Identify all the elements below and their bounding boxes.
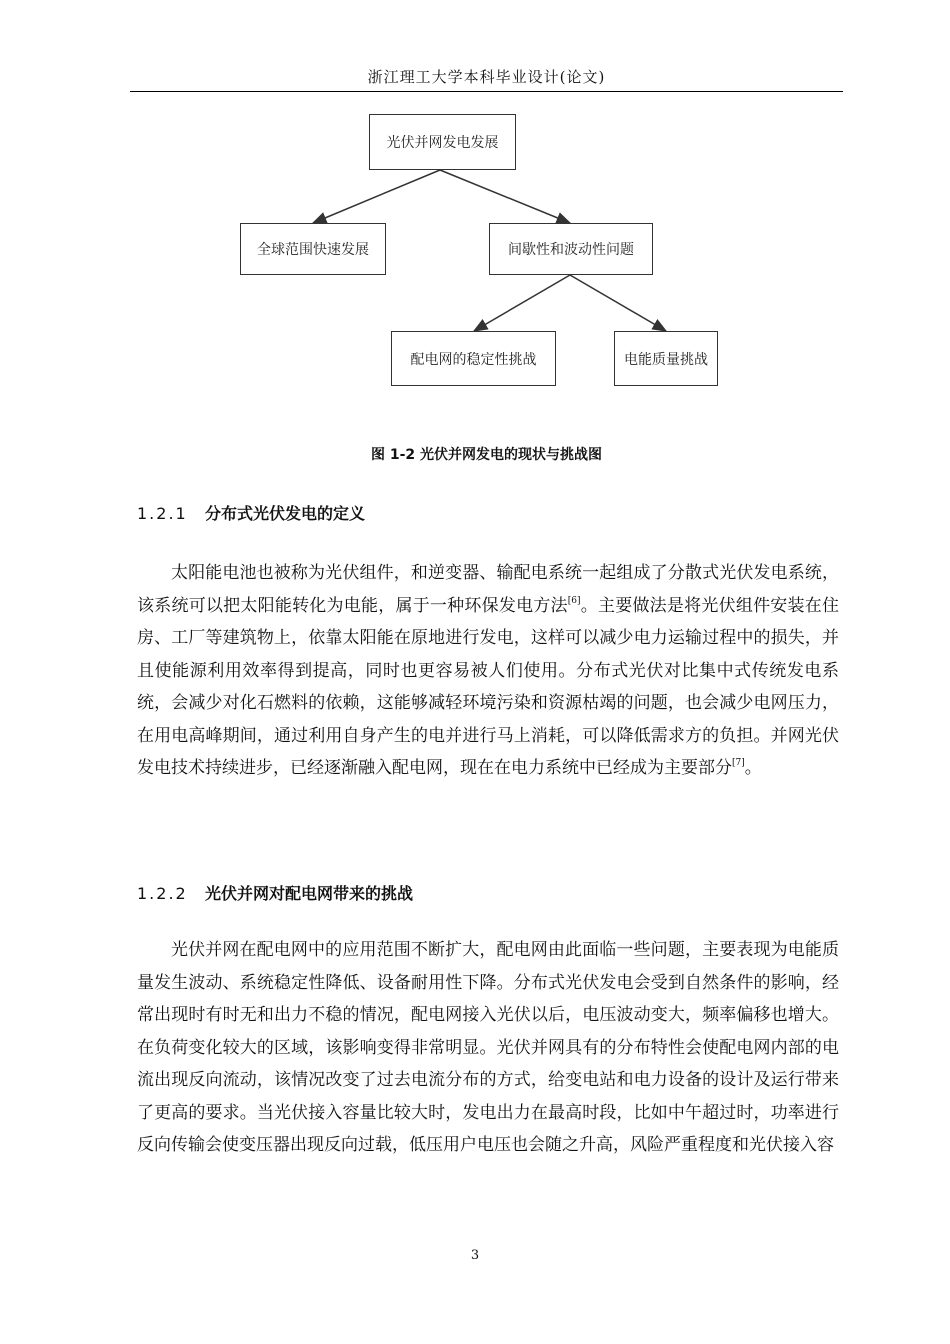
node-child-right: 电能质量挑战 — [614, 331, 718, 386]
arrow-root-to-right — [440, 170, 570, 223]
node-root: 光伏并网发电发展 — [369, 114, 516, 170]
arrow-right-to-child-right — [570, 275, 666, 331]
figure-caption: 图 1-2 光伏并网发电的现状与挑战图 — [370, 447, 603, 463]
node-child-left: 配电网的稳定性挑战 — [391, 331, 556, 386]
arrow-right-to-child-left — [474, 275, 570, 331]
section-number: 1.2.2 — [137, 884, 188, 903]
node-right: 间歇性和波动性问题 — [489, 223, 653, 275]
paragraph-text: 太阳能电池也被称为光伏组件，和逆变器、输配电系统一起组成了分散式光伏发电系统，该系统可以把太阳能转化为电能，属于一种环保发电方法 — [137, 563, 839, 616]
citation: [6] — [567, 595, 581, 606]
page-header: 浙江理工大学本科毕业设计(论文) — [367, 68, 606, 86]
section-number: 1.2.1 — [137, 504, 188, 523]
node-left: 全球范围快速发展 — [240, 223, 386, 275]
section-heading — [137, 501, 365, 524]
arrow-root-to-left — [313, 170, 440, 223]
body-paragraph — [137, 557, 839, 785]
paragraph-text: 光伏并网在配电网中的应用范围不断扩大，配电网由此面临一些问题，主要表现为电能质量发生波动、系统稳定性降低、设备耐用性下降。分布式光伏发电会受到自然条件的影响，经常出现时有时无和出力不稳的情况，配电网接入光伏以后，电压波动变大，频率偏移也增大。在负荷变化较大的区域，该影响变得非常明显。光伏并网具有的分布特性会使配电网内部的电流出现反向流动，该情况改变了过去电流分布的方式，给变电站和电力设备的设计及运行带来了更高的要求。当光伏接入容量比较大时，发电出力在最高时段，比如中午超过时，功率进行反向传输会使变压器出现反向过载，低压用户电压也会随之升高，风险严重程度和光伏接入容 — [137, 940, 839, 1155]
citation: [7] — [732, 758, 745, 768]
section-title: 光伏并网对配电网带来的挑战 — [205, 884, 414, 903]
body-paragraph — [137, 934, 839, 1162]
paragraph-text: 。 — [744, 758, 762, 778]
paragraph-text: 。主要做法是将光伏组件安装在住房、工厂等建筑物上，依靠太阳能在原地进行发电，这样可以减少电力运输过程中的损失，并且使能源利用效率得到提高，同时也更容易被人们使用。分布式光伏对比集中式传统发电系统，会减少对化石燃料的依赖，这能够减轻环境污染和资源枯竭的问题，也会减少电网压力，在用电高峰期间，通过利用自身产生的电并进行马上消耗，可以降低需求方的负担。并网光伏发电技术持续进步，已经逐渐融入配电网，现在在电力系统中已经成为主要部分 — [137, 595, 839, 778]
section-heading — [137, 881, 413, 904]
section-title: 分布式光伏发电的定义 — [205, 504, 366, 523]
page-number: 3 — [470, 1248, 480, 1263]
